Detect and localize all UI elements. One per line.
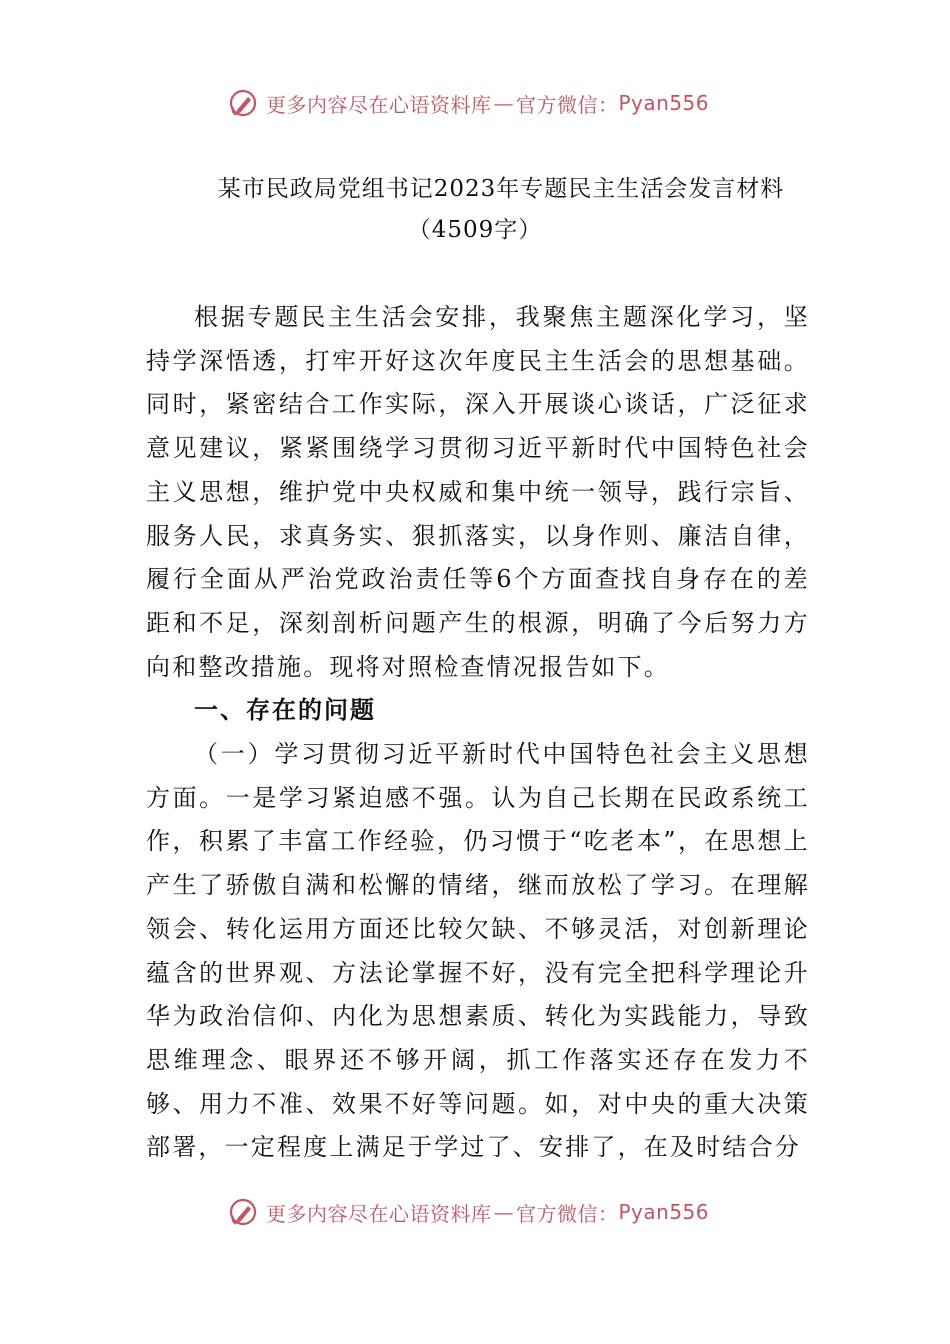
document-title: 某市民政局党组书记2023年专题民主生活会发言材料 xyxy=(217,176,785,202)
document-subtitle: （4509字） xyxy=(407,217,543,243)
document-body xyxy=(146,296,810,1170)
pen-logo-icon xyxy=(228,1197,258,1227)
watermark-footer xyxy=(228,1195,709,1229)
pen-logo-icon xyxy=(228,88,258,118)
section-heading: 一、存在的问题 xyxy=(194,696,376,725)
watermark-separator: — xyxy=(493,1200,514,1224)
watermark-header xyxy=(228,86,709,120)
intro-paragraph: 根据专题民主生活会安排，我聚焦主题深化学习，坚持学深悟透，打牢开好这次年度民主生活会的思想基础。同时，紧密结合工作实际，深入开展谈心谈话，广泛征求意见建议，紧紧围绕学习贯彻习近平新时代中国特色社会主义思想，维护党中央权威和集中统一领导，践行宗旨、服务人民，求真务实、狠抓落实，以身作则、廉洁自律，履行全面从严治党政治责任等6个方面查找自身存在的差距和不足，深刻剖析问题产生的根源，明确了今后努力方向和整改措施。现将对照检查情况报告如下。 xyxy=(146,303,810,681)
watermark-separator: — xyxy=(493,91,514,115)
watermark-text: 更多内容尽在心语资料库 xyxy=(266,92,492,117)
section-paragraph: （一）学习贯彻习近平新时代中国特色社会主义思想方面。一是学习紧迫感不强。认为自己长期在民政系统工作，积累了丰富工作经验，仍习惯于“吃老本”，在思想上产生了骄傲自满和松懈的情绪，继而放松了学习。在理解领会、转化运用方面还比较欠缺、不够灵活，对创新理论蕴含的世界观、方法论掌握不好，没有完全把科学理论升华为政治信仰、内化为思想素质、转化为实践能力，导致思维理念、眼界还不够开阔，抓工作落实还存在发力不够、用力不准、效果不好等问题。如，对中央的重大决策部署，一定程度上满足于学过了、安排了，在及时结合分 xyxy=(146,740,810,1162)
watermark-wechat-id: Pyan556 xyxy=(618,1200,710,1224)
watermark-label: 官方微信： xyxy=(516,1201,619,1226)
watermark-label: 官方微信： xyxy=(516,92,619,117)
watermark-wechat-id: Pyan556 xyxy=(618,91,710,115)
watermark-text: 更多内容尽在心语资料库 xyxy=(266,1201,492,1226)
